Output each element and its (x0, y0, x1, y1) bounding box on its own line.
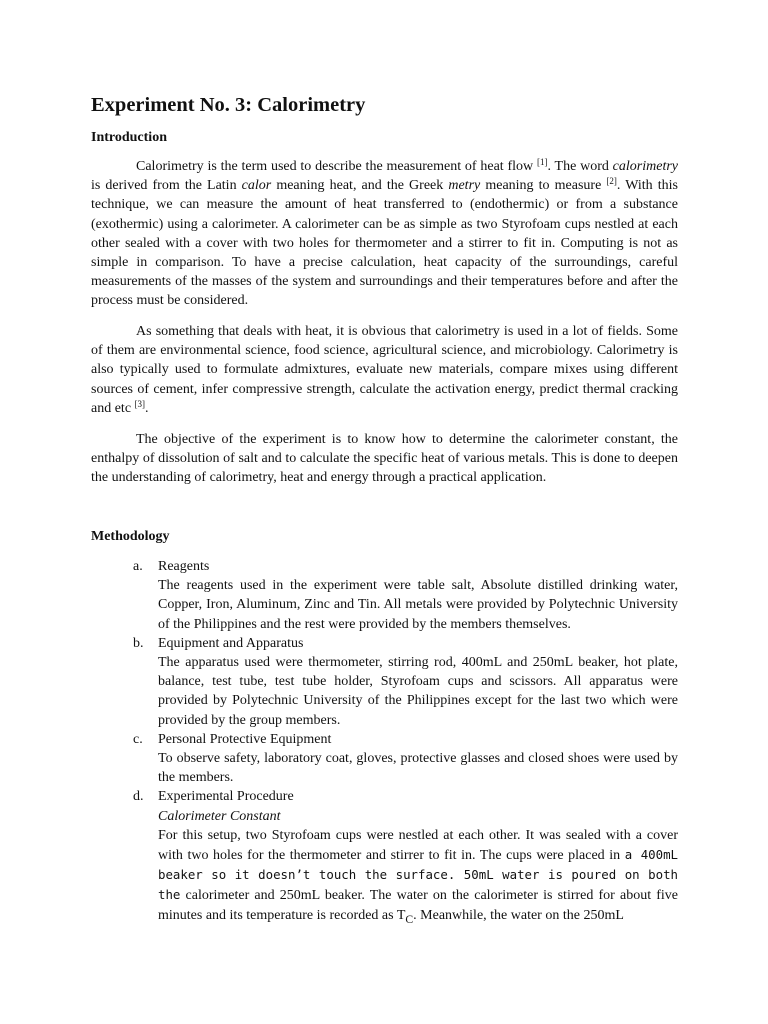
text-run: meaning heat, and the Greek (271, 178, 449, 194)
term-calorimetry: calorimetry (612, 159, 678, 174)
text-run: calorimeter and 250mL beaker. The water on the calorimeter is stirred for about five minutes and its temperature is recorded as T (158, 888, 678, 923)
paragraph-intro-3: The objective of the experiment is to know how to determine the calorimeter constant, the enthalpy of dissolution of salt and to calculate the specific heat of various metals. This is done to deepen the understanding of calorimetry, heat and energy through a practical application. (91, 432, 678, 486)
list-item-label: Personal Protective Equipment (158, 731, 332, 747)
list-item-body: The reagents used in the experiment were table salt, Absolute distilled drinking water, Copper, Iron, Aluminum, Zinc and Tin. All metals were provided by Polytechnic University of the Philippines and the rest were provided by the members themselves. (158, 578, 678, 632)
text-run: . Meanwhile, the water on the 250mL (413, 907, 624, 923)
subscript-c: C (405, 912, 414, 926)
citation-3: [3] (134, 398, 146, 409)
page-title: Experiment No. 3: Calorimetry (91, 94, 366, 116)
list-item-body (158, 826, 678, 929)
list-item-body: To observe safety, laboratory coat, gloves, protective glasses and closed shoes were used by the members. (158, 751, 678, 786)
paragraph-intro-2 (91, 322, 678, 418)
list-item-procedure (133, 787, 678, 928)
text-run: For this setup, two Styrofoam cups were nestled at each other. It was sealed with a cover with two holes for the thermometer and stirrer to fit in. The cups were placed in (158, 827, 678, 864)
text-run: . The word (547, 159, 613, 174)
text-run: Calorimetry is the term used to describe the measurement of heat flow (136, 159, 537, 174)
citation-2: [2] (606, 176, 617, 187)
text-run: meaning to measure (480, 178, 607, 194)
paragraph-intro-1 (91, 157, 678, 311)
list-item-equipment (133, 634, 678, 730)
list-item-body: The apparatus used were thermometer, stirring rod, 400mL and 250mL beaker, hot plate, balance, test tube, test tube holder, Styrofoam cups and scissors. All apparatus were provided by Polytechnic University of the Philippines except for the last two which were provided by the group members. (158, 655, 678, 728)
list-item-reagents (133, 557, 678, 634)
methodology-list (133, 557, 678, 929)
list-marker: c. (133, 731, 143, 747)
term-metry: metry (448, 178, 481, 194)
section-heading-introduction: Introduction (91, 130, 167, 145)
list-item-label: Experimental Procedure (158, 789, 294, 805)
list-item-subheading: Calorimeter Constant (158, 808, 281, 824)
text-run: . (145, 400, 149, 416)
list-item-label: Equipment and Apparatus (158, 635, 304, 651)
term-calor: calor (241, 178, 272, 194)
list-marker: b. (133, 635, 144, 651)
text-run-mono: a 400mL beaker so it doesn’t touch the surface. 50mL water is poured on both the (158, 847, 678, 903)
section-heading-methodology: Methodology (91, 529, 170, 544)
list-marker: a. (133, 559, 143, 574)
list-item-ppe (133, 730, 678, 788)
list-item-label: Reagents (158, 559, 210, 574)
text-run: is derived from the Latin (91, 178, 242, 194)
citation-1: [1] (536, 157, 548, 167)
text-run: . With this technique, we can measure the amount of heat transferred to (endothermic) or from a substance (exothermic) using a calorimeter. A calorimeter can be as simple as two Styrofoam cups nestled at each other sealed with a cover with two holes for thermometer and a stirrer to fit in. Computing is not as simple in comparison. To have a precise calculation, heat capacity of the surroundings, careful measurements of the masses of the system and surroundings and their temperatures before and after the process must be considered. (91, 178, 678, 309)
list-marker: d. (133, 789, 144, 805)
text-run: As something that deals with heat, it is obvious that calorimetry is used in a lot of fields. Some of them are environmental science, food science, agricultural science, and microbiology. Calorimetry is also typically used to formulate admixtures, evaluate new materials, compare mixes using different sources of cement, infer compressive strength, calculate the activation energy, predict thermal cracking and etc (91, 324, 678, 416)
